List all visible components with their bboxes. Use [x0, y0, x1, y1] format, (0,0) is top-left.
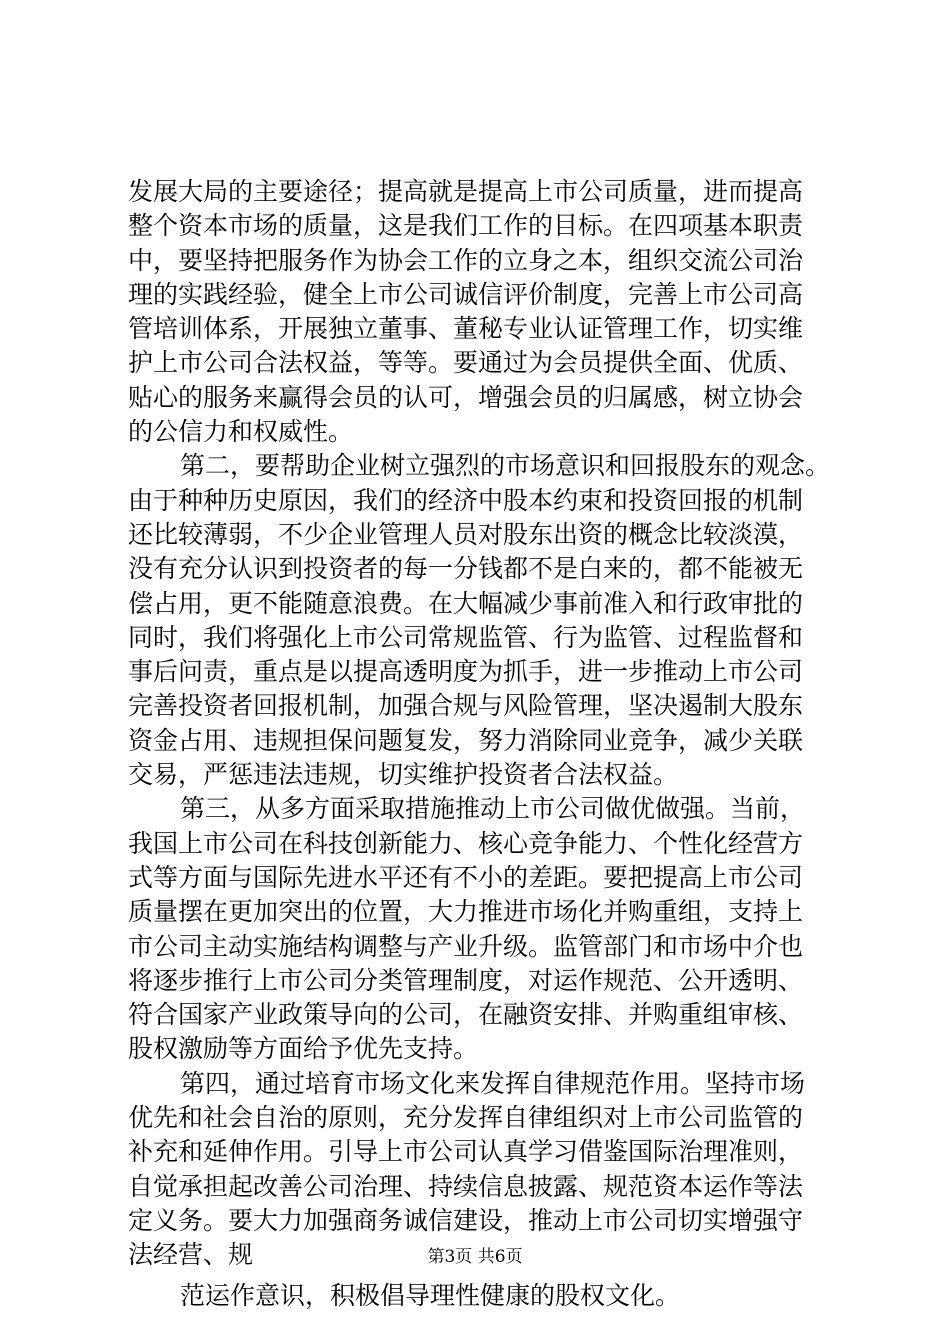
text-line: 还比较薄弱，不少企业管理人员对股东出资的概念比较淡漠， [128, 519, 804, 549]
page-number: 第3页 共6页 [427, 1247, 523, 1267]
paragraph [128, 449, 831, 792]
text-line: 护上市公司合法权益，等等。要通过为会员提供全面、优质、 [128, 348, 804, 378]
text-line: 优先和社会自治的原则，充分发挥自律组织对上市公司监管的 [128, 1103, 804, 1133]
text-line: 资金占用、违规担保问题复发，努力消除同业竞争，减少关联 [128, 725, 804, 755]
text-line: 由于种种历史原因，我们的经济中股本约束和投资回报的机制 [128, 485, 804, 515]
text-line: 法经营、规 [128, 1240, 254, 1270]
text-line: 式等方面与国际先进水平还有不小的差距。要把提高上市公司 [128, 862, 804, 892]
text-line: 完善投资者回报机制，加强合规与风险管理，坚决遏制大股东 [128, 691, 804, 721]
text-line: 我国上市公司在科技创新能力、核心竞争能力、个性化经营方 [128, 828, 804, 858]
text-line: 自觉承担起改善公司治理、持续信息披露、规范资本运作等法 [128, 1171, 804, 1201]
text-line: 偿占用，更不能随意浪费。在大幅减少事前准入和行政审批的 [128, 588, 804, 618]
text-line: 整个资本市场的质量，这是我们工作的目标。在四项基本职责 [128, 211, 804, 241]
text-line: 中，要坚持把服务作为协会工作的立身之本，组织交流公司治 [128, 245, 804, 275]
document-body [128, 175, 831, 1273]
text-line: 质量摆在更加突出的位置，大力推进市场化并购重组，支持上 [128, 897, 804, 927]
text-line: 交易，严惩违法违规，切实维护投资者合法权益。 [128, 760, 679, 790]
text-line: 发展大局的主要途径；提高就是提高上市公司质量，进而提高 [128, 177, 804, 206]
paragraph [128, 1067, 828, 1273]
text-line: 符合国家产业政策导向的公司，在融资安排、并购重组审核、 [128, 1000, 804, 1030]
text-line: 股权激励等方面给予优先支持。 [128, 1034, 479, 1064]
text-line: 没有充分认识到投资者的每一分钱都不是白来的，都不能被无 [128, 554, 804, 584]
text-line: 第四，通过培育市场文化来发挥自律规范作用。坚持市场 [180, 1068, 806, 1098]
text-line: 定义务。要大力加强商务诚信建设，推动上市公司切实增强守 [128, 1205, 804, 1235]
text-line: 补充和延伸作用。引导上市公司认真学习借鉴国际治理准则， [128, 1137, 804, 1167]
text-line: 第三，从多方面采取措施推动上市公司做优做强。当前， [180, 794, 806, 824]
text-line: 事后问责，重点是以提高透明度为抓手，进一步推动上市公司 [128, 657, 804, 687]
text-line: 的公信力和权威性。 [128, 417, 354, 447]
text-line: 第二，要帮助企业树立强烈的市场意识和回报股东的观念。 [180, 451, 831, 481]
text-line: 理的实践经验，健全上市公司诚信评价制度，完善上市公司高 [128, 279, 804, 309]
paragraph [128, 175, 828, 449]
text-line: 将逐步推行上市公司分类管理制度，对运作规范、公开透明、 [128, 965, 804, 995]
closing-line: 范运作意识，积极倡导理性健康的股权文化。 [180, 1280, 681, 1310]
text-line: 市公司主动实施结构调整与产业升级。监管部门和市场中介也 [128, 931, 804, 961]
text-line: 同时，我们将强化上市公司常规监管、行为监管、过程监督和 [128, 622, 804, 652]
text-line: 管培训体系，开展独立董事、董秘专业认证管理工作，切实维 [128, 314, 804, 344]
paragraph [128, 792, 828, 1066]
text-line: 贴心的服务来赢得会员的认可，增强会员的归属感，树立协会 [128, 382, 804, 412]
page-footer [0, 1246, 950, 1268]
